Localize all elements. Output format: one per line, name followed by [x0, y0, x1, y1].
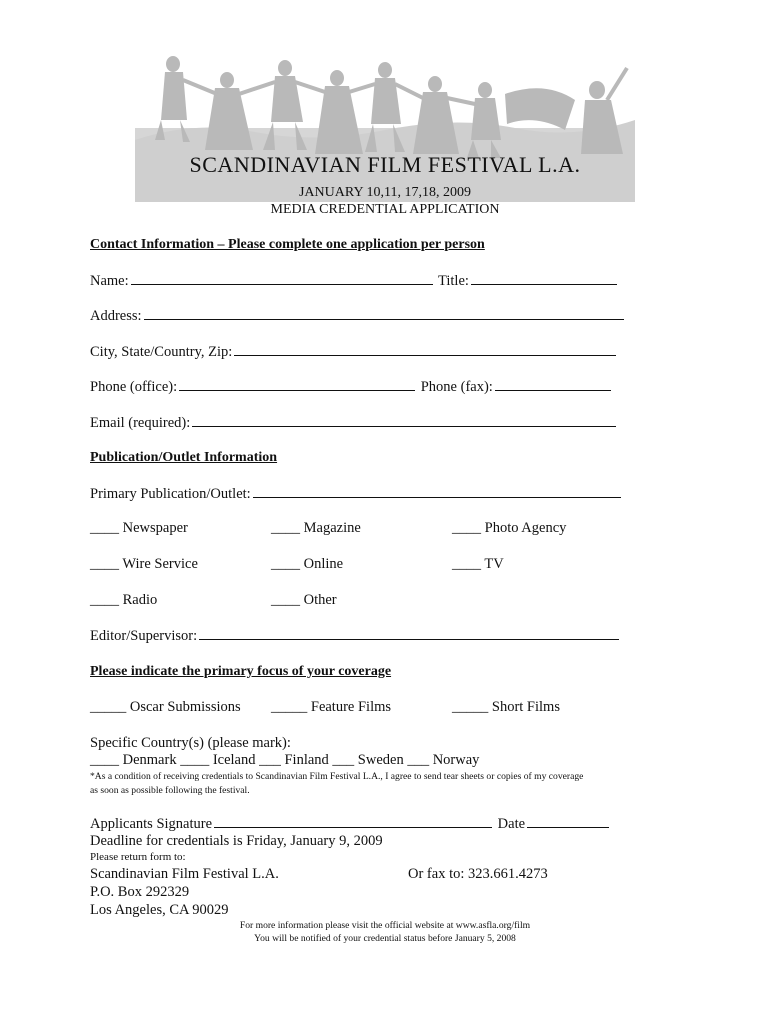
email-field[interactable] — [192, 414, 616, 427]
type-magazine[interactable] — [271, 520, 361, 537]
name-field[interactable] — [131, 272, 433, 285]
festival-banner-logo — [135, 50, 635, 202]
city-address: Los Angeles, CA 90029 — [90, 902, 229, 918]
email-row — [90, 414, 618, 432]
checkbox-blank: _____ — [271, 699, 308, 715]
checkbox-blank: ____ — [271, 592, 300, 608]
date-field[interactable] — [527, 815, 609, 828]
checkbox-blank: ____ — [90, 520, 119, 536]
signature-label: Applicants Signature — [90, 816, 213, 832]
fax-number: Or fax to: 323.661.4273 — [408, 866, 548, 882]
contact-heading: Contact Information – Please complete one application per person — [90, 237, 485, 252]
address-label: Address: — [90, 308, 142, 324]
festival-title: SCANDINAVIAN FILM FESTIVAL L.A. — [189, 152, 581, 177]
countries-options[interactable]: ____ Denmark ____ Iceland ___ Finland ___ Sweden ___ Norway — [90, 752, 480, 768]
primary-outlet-row — [90, 485, 623, 503]
city-field[interactable] — [234, 343, 616, 356]
deadline-text: Deadline for credentials is Friday, January 9, 2009 — [90, 833, 383, 849]
type-tv[interactable] — [452, 556, 504, 573]
signature-row — [90, 815, 611, 833]
org-name: Scandinavian Film Festival L.A. — [90, 866, 279, 882]
date-label: Date — [497, 816, 526, 832]
application-subtitle: MEDIA CREDENTIAL APPLICATION — [270, 202, 500, 217]
type-photo-agency[interactable] — [452, 520, 566, 537]
city-label: City, State/Country, Zip: — [90, 344, 233, 360]
focus-label: Short Films — [491, 699, 560, 715]
type-label: Newspaper — [122, 520, 188, 536]
checkbox-blank: ____ — [452, 520, 481, 536]
type-label: TV — [484, 556, 504, 572]
editor-field[interactable] — [199, 627, 619, 640]
focus-heading: Please indicate the primary focus of your coverage — [90, 664, 392, 679]
editor-label: Editor/Supervisor: — [90, 628, 198, 644]
phone-row — [90, 378, 613, 396]
notification-info: You will be notified of your credential status before January 5, 2008 — [254, 933, 516, 944]
phone-fax-label: Phone (fax): — [420, 379, 493, 395]
checkbox-blank: _____ — [90, 699, 127, 715]
checkbox-blank: ____ — [271, 520, 300, 536]
type-online[interactable] — [271, 556, 343, 573]
type-label: Online — [303, 556, 344, 572]
address-row — [90, 307, 626, 325]
website-info: For more information please visit the official website at www.asfla.org/film — [239, 920, 531, 931]
focus-feature[interactable] — [271, 699, 391, 716]
primary-outlet-label: Primary Publication/Outlet: — [90, 486, 251, 502]
checkbox-blank: ____ — [271, 556, 300, 572]
title-field[interactable] — [471, 272, 617, 285]
name-label: Name: — [90, 273, 129, 289]
editor-row — [90, 627, 621, 645]
signature-field[interactable] — [214, 815, 492, 828]
name-row — [90, 272, 619, 290]
type-other[interactable] — [271, 592, 337, 609]
phone-office-field[interactable] — [179, 378, 415, 391]
condition-note-line-2: as soon as possible following the festival. — [90, 785, 250, 796]
type-radio[interactable] — [90, 592, 157, 609]
type-wire-service[interactable] — [90, 556, 198, 573]
title-label: Title: — [438, 273, 469, 289]
checkbox-blank: _____ — [452, 699, 489, 715]
countries-label: Specific Country(s) (please mark): — [90, 735, 291, 751]
focus-label: Oscar Submissions — [129, 699, 241, 715]
address-field[interactable] — [144, 307, 624, 320]
checkbox-blank: ____ — [90, 592, 119, 608]
type-label: Radio — [122, 592, 158, 608]
return-instruction: Please return form to: — [90, 851, 186, 863]
type-label: Magazine — [303, 520, 361, 536]
type-label: Photo Agency — [484, 520, 567, 536]
publication-heading: Publication/Outlet Information — [90, 450, 278, 465]
type-label: Other — [303, 592, 337, 608]
focus-oscar[interactable] — [90, 699, 241, 716]
type-label: Wire Service — [122, 556, 198, 572]
checkbox-blank: ____ — [452, 556, 481, 572]
email-label: Email (required): — [90, 415, 191, 431]
checkbox-blank: ____ — [90, 556, 119, 572]
focus-short[interactable] — [452, 699, 560, 716]
festival-dates: JANUARY 10,11, 17,18, 2009 — [298, 185, 472, 200]
po-box: P.O. Box 292329 — [90, 884, 190, 900]
condition-note-line-1: *As a condition of receiving credentials to Scandinavian Film Festival L.A., I agree to send tear sheets or copies of my coverage — [90, 771, 584, 782]
primary-outlet-field[interactable] — [253, 485, 621, 498]
phone-office-label: Phone (office): — [90, 379, 178, 395]
phone-fax-field[interactable] — [495, 378, 611, 391]
focus-label: Feature Films — [310, 699, 392, 715]
type-newspaper[interactable] — [90, 520, 188, 537]
city-row — [90, 343, 618, 361]
